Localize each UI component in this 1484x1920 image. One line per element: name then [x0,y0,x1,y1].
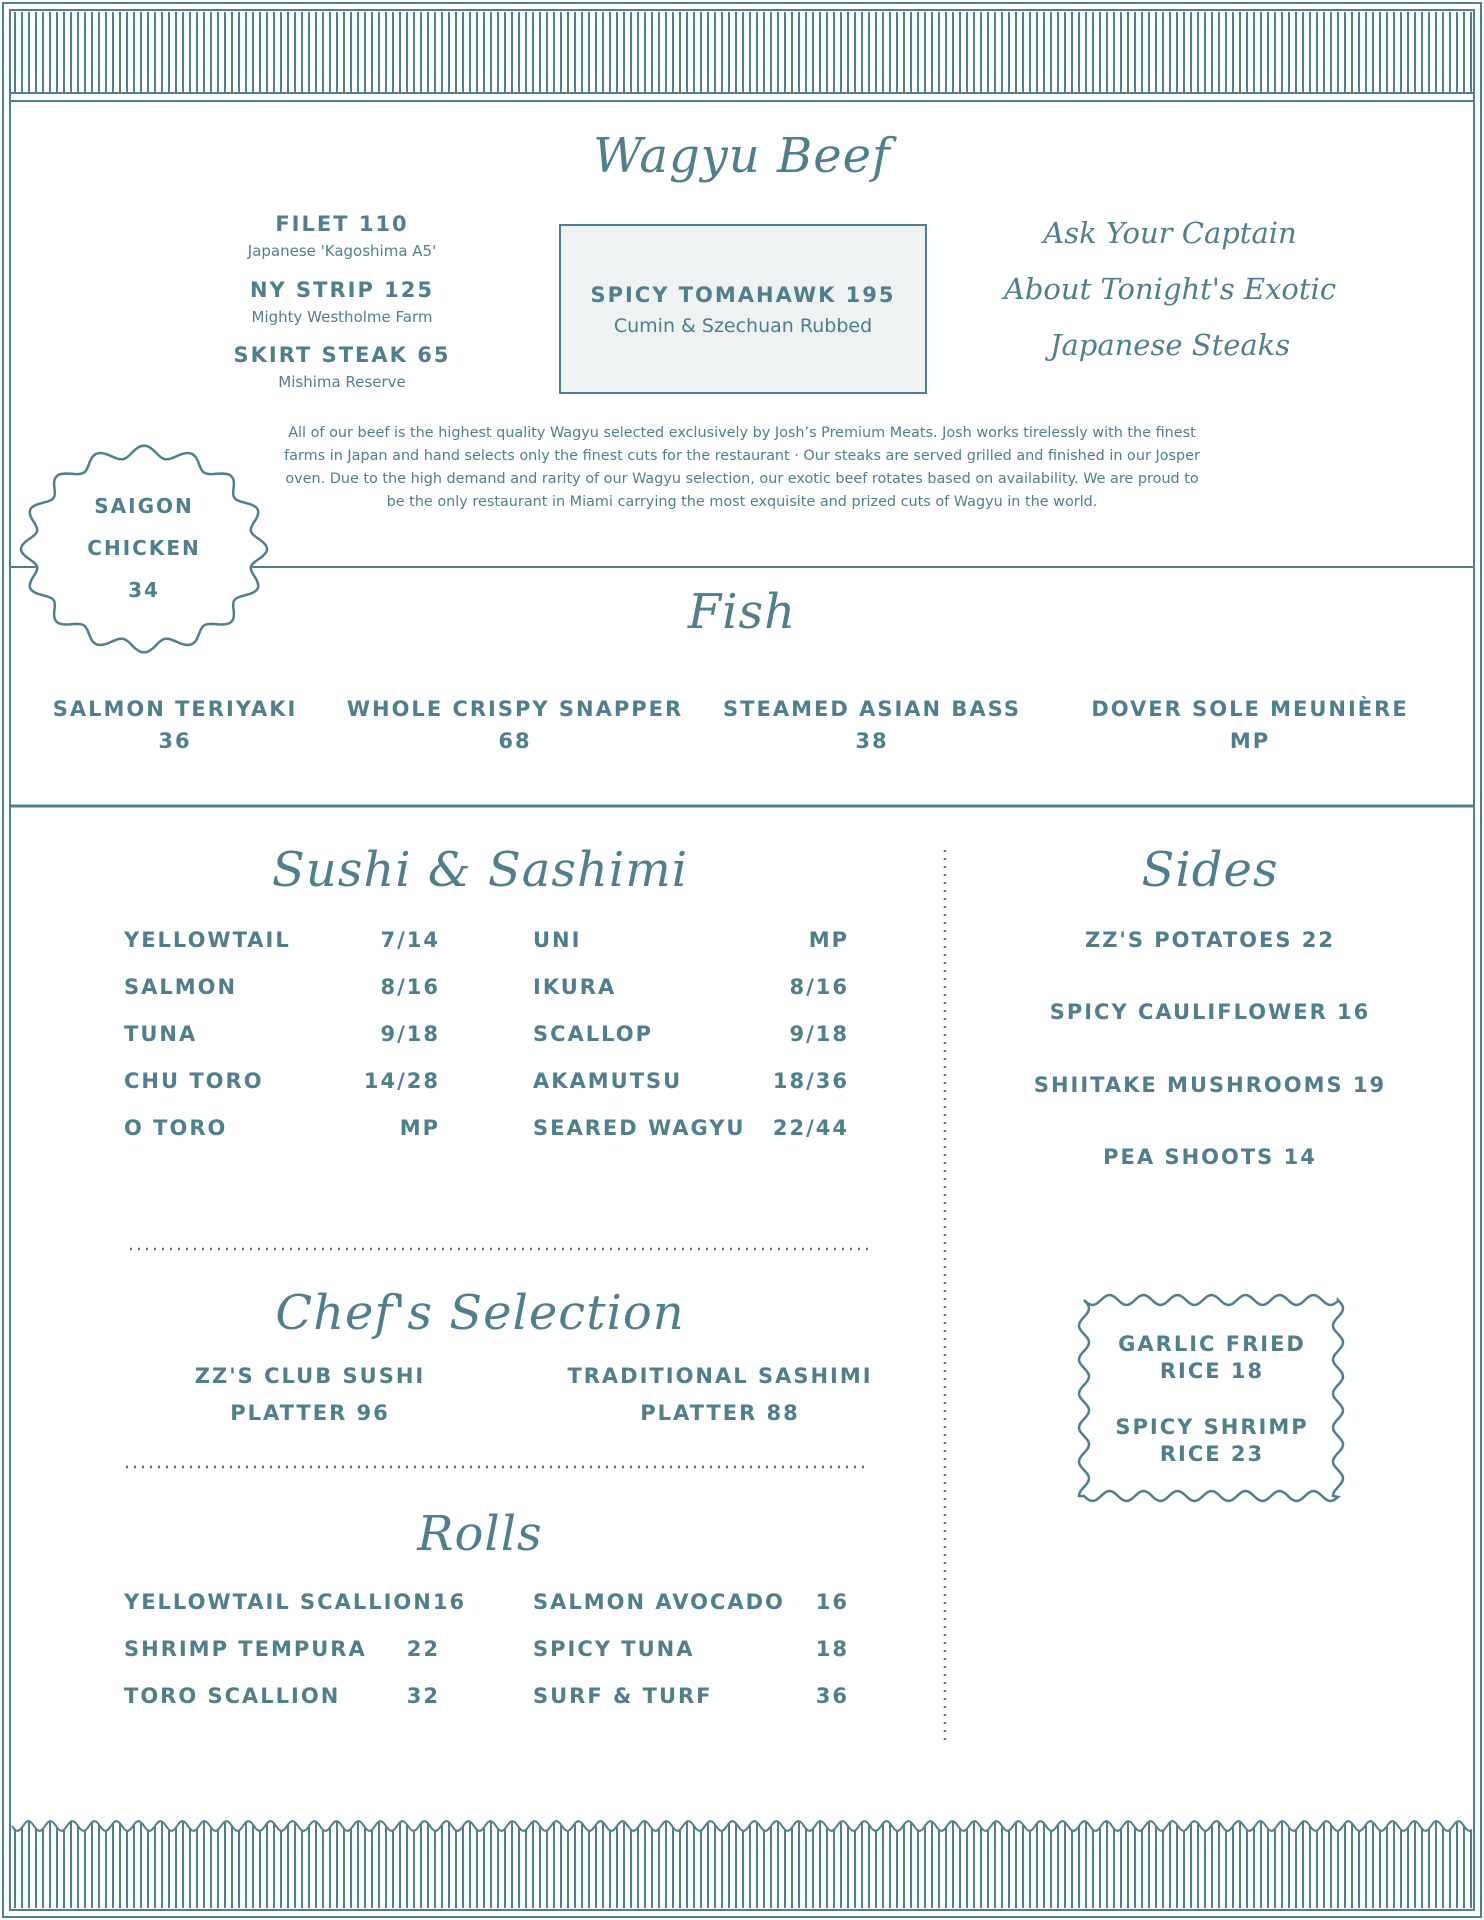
fish-item [30,697,320,753]
sushi-title: Sushi & Sashimi [271,842,689,898]
sushi-price: MP [808,928,849,952]
fish-item-price: 68 [498,729,532,753]
sushi-price: 8/16 [789,975,849,999]
sushi-row [124,975,440,1022]
roll-price: 16 [432,1590,467,1614]
sushi-name: IKURA [533,975,617,999]
rice-item-line: SPICY SHRIMP [1115,1415,1309,1439]
sushi-name: SALMON [124,975,238,999]
roll-row [533,1684,849,1731]
roll-name: YELLOWTAIL SCALLION [124,1590,433,1614]
wagyu-item-skirt-steak [192,343,492,391]
chef-item [550,1364,890,1425]
wagyu-item-filet [192,212,492,260]
sushi-row [124,1116,440,1163]
rice-item-line: RICE 18 [1159,1359,1265,1383]
saigon-line: SAIGON [94,494,194,518]
sushi-price: 14/28 [363,1069,440,1093]
sushi-row [124,928,440,975]
wagyu-description: All of our beef is the highest quality Wagyu selected exclusively by Josh’s Premium Meats. Josh works tirelessly with the finest farms in Japan and hand selects only the finest cuts for the restaurant · Our steaks are served grilled and finished in our Josper oven. Due to the high demand and rarity of our Wagyu selection, our exotic beef rotates based on availability. We are proud to be the only restaurant in Miami carrying the most exquisite and prized cuts of Wagyu in the world. [284,425,1200,510]
sushi-price: 22/44 [772,1116,849,1140]
roll-row [124,1684,440,1731]
side-item: SHIITAKE MUSHROOMS 19 [1033,1073,1387,1097]
roll-name: SALMON AVOCADO [533,1590,785,1614]
sushi-list-left [124,928,440,1163]
wagyu-item-desc: Japanese 'Kagoshima A5' [247,242,437,260]
fish-item-price: MP [1229,729,1271,753]
captain-note [980,216,1360,384]
sushi-name: SEARED WAGYU [533,1116,746,1140]
roll-row [124,1637,440,1684]
side-item: PEA SHOOTS 14 [1103,1145,1317,1169]
fish-item-price: 38 [855,729,889,753]
sushi-row [533,975,849,1022]
sushi-name: CHU TORO [124,1069,264,1093]
side-item: ZZ'S POTATOES 22 [1084,928,1336,952]
rice-item-line: RICE 23 [1159,1442,1265,1466]
fish-title: Fish [687,584,797,640]
fish-item [1070,697,1430,753]
sushi-row [533,1116,849,1163]
wagyu-item-desc: Mishima Reserve [278,373,406,391]
wagyu-item-name: SKIRT STEAK 65 [233,343,451,367]
fish-item [712,697,1032,753]
featured-item-desc: Cumin & Szechuan Rubbed [613,315,873,337]
roll-price: 22 [406,1637,440,1661]
roll-row [533,1590,849,1637]
roll-row [533,1637,849,1684]
saigon-line: CHICKEN [87,536,201,560]
sushi-price: 18/36 [772,1069,849,1093]
chef-item-line: PLATTER 96 [230,1401,390,1425]
rolls-list-left [124,1590,467,1731]
fish-item-name: STEAMED ASIAN BASS [723,697,1021,721]
sushi-row [533,928,849,975]
roll-price: 36 [815,1684,849,1708]
roll-name: TORO SCALLION [124,1684,341,1708]
chef-item-line: PLATTER 88 [640,1401,800,1425]
sushi-row [124,1069,440,1116]
fish-item-price: 36 [158,729,192,753]
rice-badge [1082,1332,1342,1466]
saigon-price: 34 [128,578,160,602]
sushi-price: 8/16 [380,975,440,999]
wagyu-item-desc: Mighty Westholme Farm [251,308,433,326]
sushi-price: 9/18 [789,1022,849,1046]
sides-title: Sides [1141,842,1279,898]
roll-price: 16 [815,1590,849,1614]
fish-item-name: WHOLE CRISPY SNAPPER [346,697,684,721]
wagyu-title: Wagyu Beef [593,128,891,184]
captain-note-line: Japanese Steaks [1049,328,1291,362]
sushi-row [124,1022,440,1069]
wagyu-item-ny-strip [192,278,492,326]
sushi-name: AKAMUTSU [533,1069,683,1093]
fish-item-name: SALMON TERIYAKI [52,697,298,721]
wagyu-item-name: FILET 110 [275,212,409,236]
chef-item [150,1364,470,1425]
chef-selection-title: Chef's Selection [275,1285,685,1341]
rolls-title: Rolls [417,1506,543,1562]
fish-item-name: DOVER SOLE MEUNIÈRE [1091,697,1409,721]
featured-tomahawk-box [559,224,927,394]
sushi-price: 9/18 [380,1022,440,1046]
roll-price: 18 [815,1637,849,1661]
sushi-row [533,1022,849,1069]
rice-item-line: GARLIC FRIED [1118,1332,1306,1356]
sushi-row [533,1069,849,1116]
top-stripe-band [12,12,1472,92]
roll-name: SURF & TURF [533,1684,713,1708]
captain-note-line: About Tonight's Exotic [1003,272,1337,306]
featured-item-name: SPICY TOMAHAWK 195 [590,283,896,307]
sushi-price: MP [399,1116,440,1140]
sushi-name: UNI [533,928,582,952]
captain-note-line: Ask Your Captain [1043,216,1297,250]
sushi-name: YELLOWTAIL [124,928,291,952]
roll-name: SHRIMP TEMPURA [124,1637,367,1661]
sushi-name: SCALLOP [533,1022,654,1046]
sides-list [1010,928,1410,1169]
wagyu-item-name: NY STRIP 125 [249,278,435,302]
sushi-list-right [533,928,849,1163]
fish-item [330,697,700,753]
sushi-price: 7/14 [380,928,440,952]
chef-item-line: TRADITIONAL SASHIMI [567,1364,873,1388]
roll-name: SPICY TUNA [533,1637,695,1661]
side-item: SPICY CAULIFLOWER 16 [1049,1000,1371,1024]
sushi-name: TUNA [124,1022,198,1046]
chef-item-line: ZZ'S CLUB SUSHI [194,1364,426,1388]
rolls-list-right [533,1590,849,1731]
saigon-chicken-badge [44,494,244,602]
sushi-name: O TORO [124,1116,228,1140]
roll-row [124,1590,467,1637]
roll-price: 32 [406,1684,440,1708]
